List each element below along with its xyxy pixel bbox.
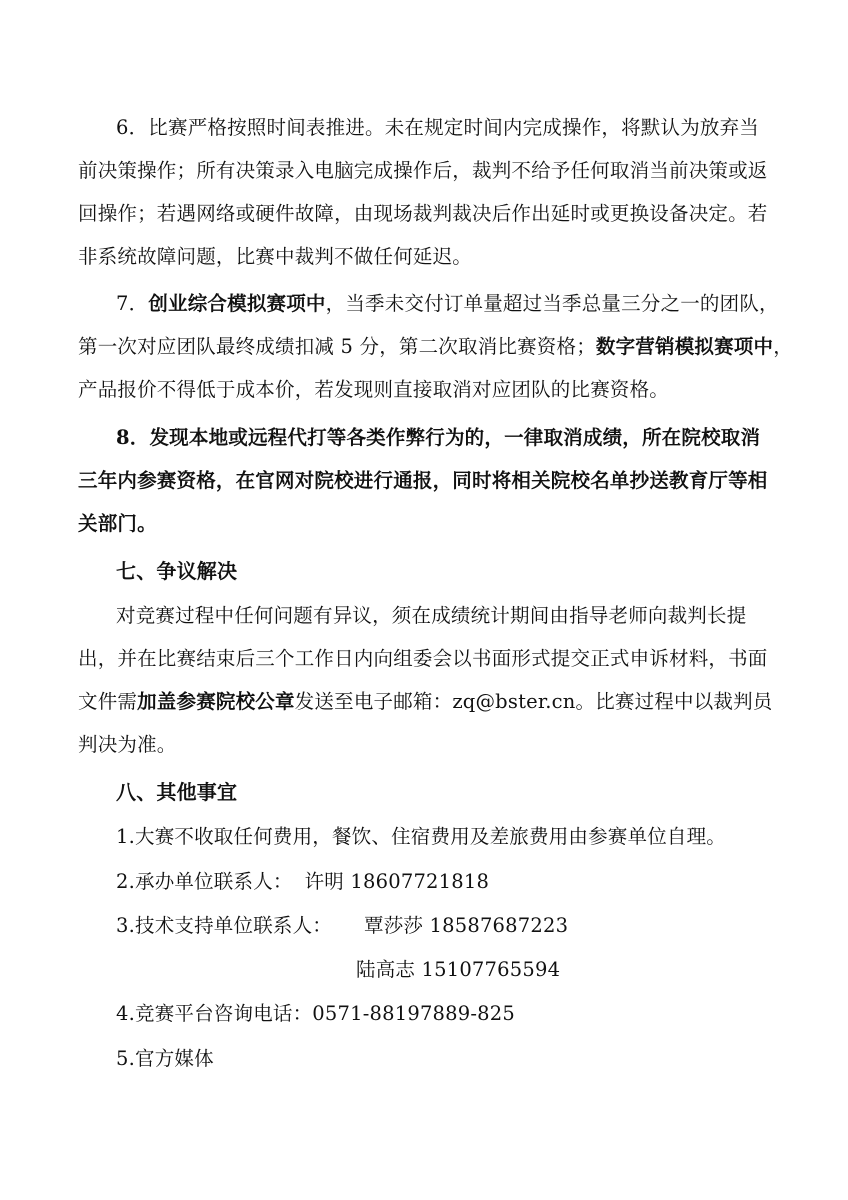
section-8-item-5: 5.官方媒体 <box>116 1047 214 1070</box>
section-7-heading: 七、争议解决 <box>116 559 238 583</box>
rule-7-line-3: 产品报价不得低于成本价，若发现则直接取消对应团队的比赛资格。 <box>78 378 670 401</box>
rule-8-line-3: 关部门。 <box>78 512 157 535</box>
section-8-item-4: 4.竞赛平台咨询电话：0571-88197889-825 <box>116 1002 515 1025</box>
rule-6-line-4: 非系统故障问题，比赛中裁判不做任何延迟。 <box>78 245 473 268</box>
rule-7-line-2 <box>78 334 793 360</box>
rule-8-line-1: 8．发现本地或远程代打等各类作弊行为的，一律取消成绩，所在院校取消 <box>116 426 761 449</box>
rule-7-line-2-text: 第一次对应团队最终成绩扣减 5 分，第二次取消比赛资格； <box>78 335 596 358</box>
rule-7-line-2-end: ， <box>773 335 793 358</box>
tech-support-contact-value-1: 覃莎莎 18587687223 <box>364 914 569 937</box>
section-8-heading: 八、其他事宜 <box>116 780 238 804</box>
section-7-line-3-pre: 文件需 <box>78 690 138 713</box>
section-8-item-2 <box>116 869 770 895</box>
rule-6-line-1: 6．比赛严格按照时间表推进。未在规定时间内完成操作，将默认为放弃当 <box>116 116 760 139</box>
section-7-line-4: 判决为准。 <box>78 733 177 756</box>
section-7-line-1: 对竞赛过程中任何问题有异议，须在成绩统计期间由指导老师向裁判长提 <box>116 604 747 627</box>
section-7-line-3-post: 发送至电子邮箱：zq@bster.cn。比赛过程中以裁判员 <box>294 690 773 713</box>
rule-6-line-3: 回操作；若遇网络或硬件故障，由现场裁判裁决后作出延时或更换设备决定。若 <box>78 202 768 225</box>
section-8-item-3 <box>116 913 770 939</box>
rule-7-bold-digital-marketing: 数字营销模拟赛项中 <box>595 335 774 358</box>
rule-7-line-1 <box>116 291 779 317</box>
organizer-contact-label: 2.承办单位联系人： <box>116 870 293 893</box>
tech-support-contact-label: 3.技术支持单位联系人： <box>116 914 333 937</box>
tech-support-contact-value-2: 陆高志 15107765594 <box>356 958 561 981</box>
rule-7-bold-entrepreneurship: 创业综合模拟赛项中 <box>148 292 326 315</box>
section-7-line-2: 出，并在比赛结束后三个工作日内向组委会以书面形式提交正式申诉材料，书面 <box>78 647 768 670</box>
rule-7-text: ，当季未交付订单量超过当季总量三分之一的团队， <box>325 292 779 315</box>
rule-7-number: 7． <box>116 292 149 315</box>
section-8-item-1: 1.大赛不收取任何费用，餐饮、住宿费用及差旅费用由参赛单位自理。 <box>116 825 727 848</box>
rule-6-line-2: 前决策操作；所有决策录入电脑完成操作后，裁判不给予任何取消当前决策或返 <box>78 159 768 182</box>
organizer-contact-value: 许明 18607721818 <box>304 870 490 893</box>
section-7-bold-seal: 加盖参赛院校公章 <box>137 690 295 713</box>
section-7-line-3 <box>78 689 773 715</box>
rule-8-line-2: 三年内参赛资格，在官网对院校进行通报，同时将相关院校名单抄送教育厅等相 <box>78 469 768 492</box>
